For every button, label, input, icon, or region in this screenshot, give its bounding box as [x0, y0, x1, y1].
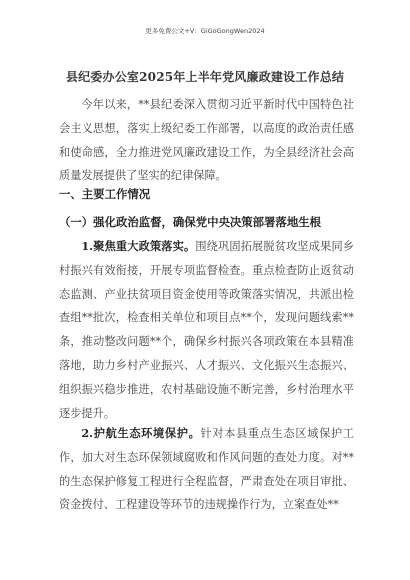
document-title: 县纪委办公室2025年上半年党风廉政建设工作总结 [65, 70, 345, 84]
intro-paragraph: 今年以来，**县纪委深入贯彻习近平新时代中国特色社会主义思想，落实上级纪委工作部署，以高度的政治责任感和使命感，全力推进党风廉政建设工作，为全县经济社会高质量发展提供了坚实的纪律保障。 [59, 98, 354, 183]
item-body-ecology: 针对本县重点生态区域保护工作，加大对生态环保领域腐败和作风问题的查处力度。对**的生态保护修复工程进行全程监督，严肃查处在项目审批、资金拨付、工程建设等环节的违规操作行为，立案查处** [59, 427, 354, 512]
item-lead-ecology: 2.护航生态环境保护。 [81, 426, 201, 440]
subsection-heading-political-supervision: （一）强化政治监督，确保党中央决策部署落地生根 [59, 215, 321, 229]
header-promo-note: 更多免费公文+V：GiGoGongWen2024 [145, 27, 265, 35]
item-paragraph-policy-implementation [59, 235, 354, 425]
item-body-policy: 围绕巩固拓展脱贫攻坚成果同乡村振兴有效衔接，开展专项监督检查。重点检查防止返贫动态监测、产业扶贫项目资金使用等政策落实情况，共派出检查组**批次，检查相关单位和项目点**个，发现问题线索**条，推动整改问题**个，确保乡村振兴各项政策在本县精准落地，助力乡村产业振兴、人才振兴、文化振兴生态振兴、组织振兴稳步推进，农村基础设施不断完善，乡村治理水平逐步提升。 [59, 240, 354, 420]
item-paragraph-ecology-protection [59, 422, 354, 517]
section-heading-main-work: 一、主要工作情况 [59, 187, 151, 201]
item-lead-policy: 1.聚焦重大政策落实。 [81, 239, 196, 253]
